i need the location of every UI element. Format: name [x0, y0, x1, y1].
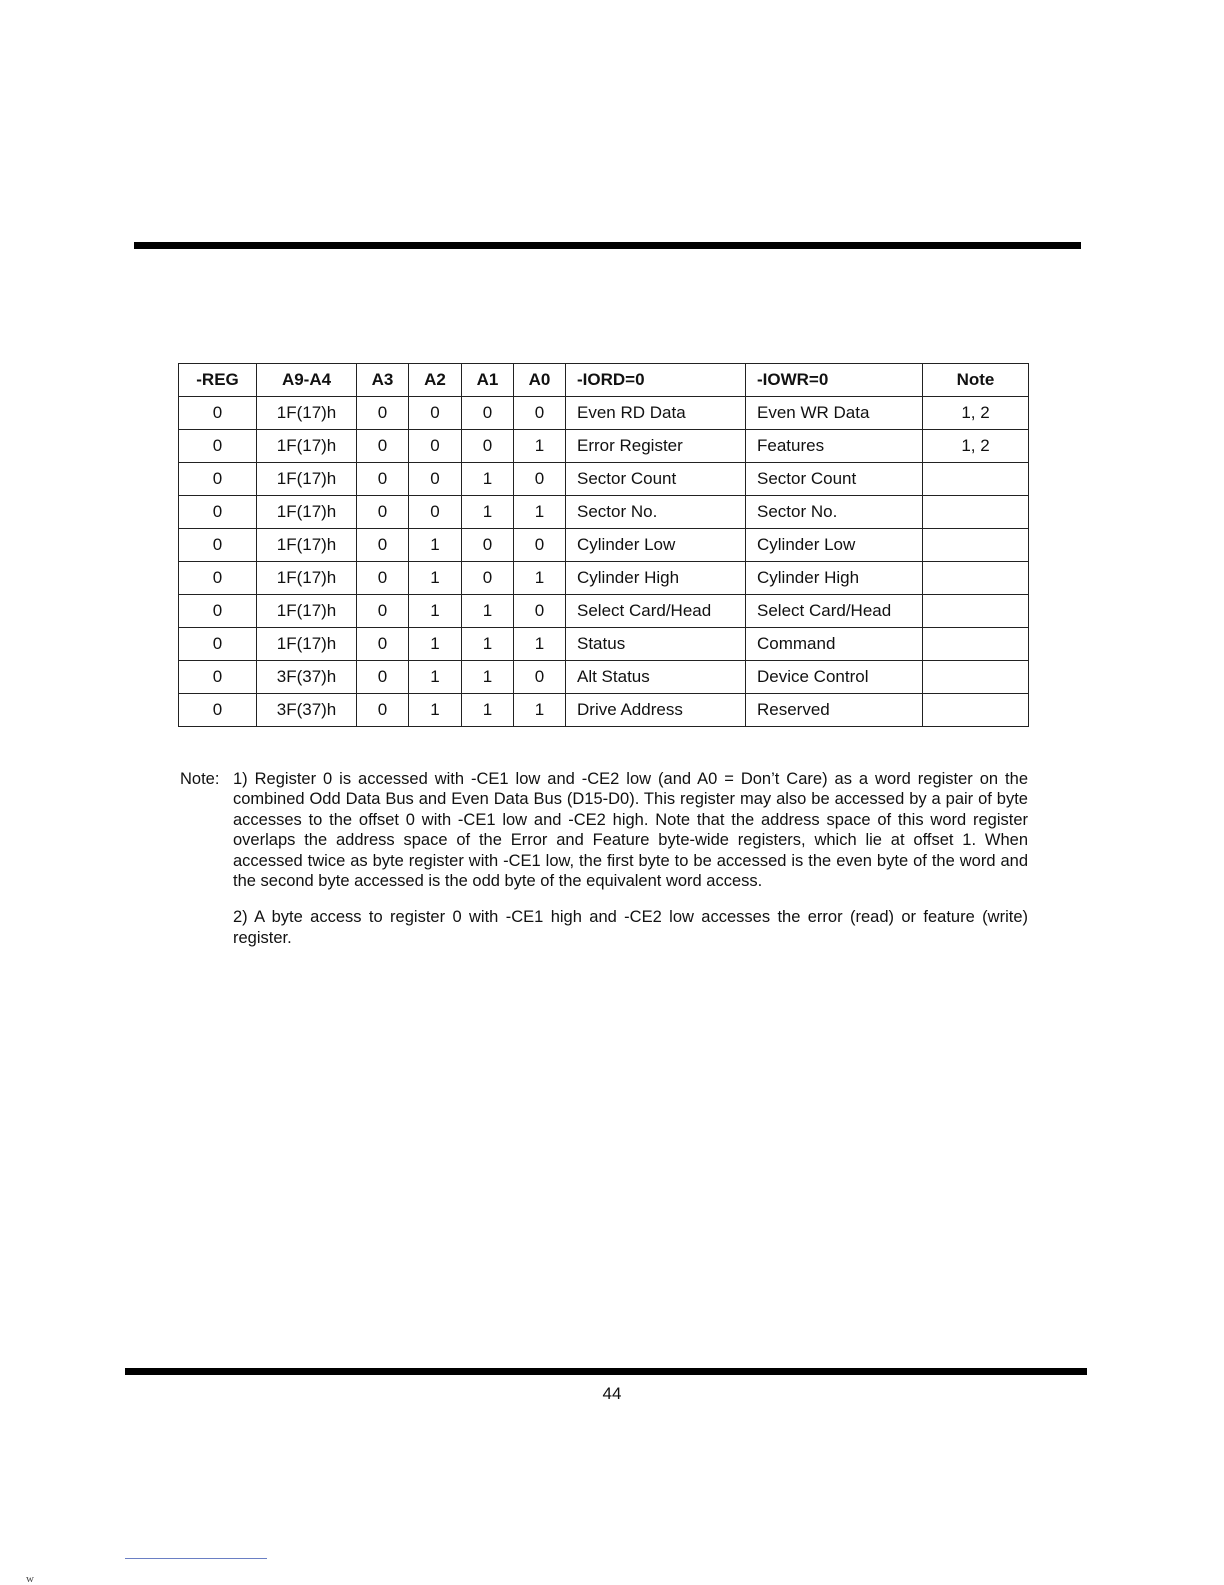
cell-a2: 1: [409, 661, 462, 694]
cell-a9-a4: 3F(37)h: [257, 661, 357, 694]
table-row: [179, 496, 1029, 529]
cell-reg: 0: [179, 694, 257, 727]
cell-note: [923, 529, 1029, 562]
cell-reg: 0: [179, 463, 257, 496]
note-label: Note:: [180, 770, 220, 788]
note-item: [180, 769, 1028, 891]
cell-a3: 0: [357, 397, 409, 430]
cell-a9-a4: 3F(37)h: [257, 694, 357, 727]
cell-iowr: Sector No.: [746, 496, 923, 529]
cell-a3: 0: [357, 463, 409, 496]
cell-iowr: Cylinder High: [746, 562, 923, 595]
cell-a9-a4: 1F(17)h: [257, 496, 357, 529]
table-row: [179, 628, 1029, 661]
cell-note: 1, 2: [923, 430, 1029, 463]
note-spacer: [180, 907, 233, 948]
cell-reg: 0: [179, 595, 257, 628]
cell-reg: 0: [179, 661, 257, 694]
cell-reg: 0: [179, 397, 257, 430]
cell-a0: 0: [514, 661, 566, 694]
cell-a0: 0: [514, 595, 566, 628]
cell-a0: 1: [514, 628, 566, 661]
table-header-row: [179, 364, 1029, 397]
table-body: [179, 397, 1029, 727]
cell-a1: 1: [462, 595, 514, 628]
cell-a0: 0: [514, 529, 566, 562]
note-1-text: 1) Register 0 is accessed with -CE1 low and -CE2 low (and A0 = Don’t Care) as a word register on the combined Odd Data Bus and Even Data Bus (D15-D0). This register may also be accessed by a pair of byte accesses to the offset 0 with -CE1 low and -CE2 high. Note that the address space of this word register overlaps the address space of the Error and Feature byte-wide registers, which lie at offset 1. When accessed twice as byte register with -CE1 low, the first byte to be accessed is the even byte of the word and the second byte accessed is the odd byte of the equivalent word access.: [233, 770, 1028, 891]
col-header-iowr: -IOWR=0: [746, 364, 923, 397]
note-2-text: 2) A byte access to register 0 with -CE1 high and -CE2 low accesses the error (read) or feature (write) register.: [233, 908, 1028, 947]
corner-mark: w: [26, 1573, 34, 1585]
cell-iord: Status: [566, 628, 746, 661]
cell-a2: 0: [409, 397, 462, 430]
cell-a0: 1: [514, 562, 566, 595]
cell-iowr: Features: [746, 430, 923, 463]
cell-iowr: Even WR Data: [746, 397, 923, 430]
cell-a9-a4: 1F(17)h: [257, 595, 357, 628]
cell-a1: 0: [462, 430, 514, 463]
cell-iowr: Command: [746, 628, 923, 661]
cell-a0: 1: [514, 694, 566, 727]
cell-a3: 0: [357, 496, 409, 529]
cell-iowr: Cylinder Low: [746, 529, 923, 562]
cell-a2: 1: [409, 628, 462, 661]
cell-a0: 1: [514, 430, 566, 463]
cell-a1: 1: [462, 496, 514, 529]
table-row: [179, 430, 1029, 463]
cell-a2: 1: [409, 595, 462, 628]
cell-a3: 0: [357, 661, 409, 694]
cell-reg: 0: [179, 496, 257, 529]
cell-a3: 0: [357, 529, 409, 562]
cell-note: 1, 2: [923, 397, 1029, 430]
table-row: [179, 463, 1029, 496]
cell-a0: 0: [514, 397, 566, 430]
cell-iord: Error Register: [566, 430, 746, 463]
cell-a9-a4: 1F(17)h: [257, 463, 357, 496]
cell-iord: Even RD Data: [566, 397, 746, 430]
cell-a3: 0: [357, 430, 409, 463]
col-header-reg: -REG: [179, 364, 257, 397]
cell-a2: 0: [409, 496, 462, 529]
cell-a1: 1: [462, 628, 514, 661]
page-number: 44: [602, 1384, 622, 1403]
cell-iord: Alt Status: [566, 661, 746, 694]
cell-iord: Drive Address: [566, 694, 746, 727]
cell-a2: 1: [409, 562, 462, 595]
footer-rule: [125, 1368, 1087, 1375]
cell-iowr: Sector Count: [746, 463, 923, 496]
cell-iord: Sector Count: [566, 463, 746, 496]
cell-a3: 0: [357, 562, 409, 595]
col-header-iord: -IORD=0: [566, 364, 746, 397]
cell-a1: 1: [462, 463, 514, 496]
cell-a1: 1: [462, 661, 514, 694]
cell-a2: 0: [409, 463, 462, 496]
cell-note: [923, 694, 1029, 727]
cell-a3: 0: [357, 595, 409, 628]
table-row: [179, 661, 1029, 694]
cell-a9-a4: 1F(17)h: [257, 628, 357, 661]
notes-section: [180, 769, 1028, 948]
cell-reg: 0: [179, 628, 257, 661]
cell-reg: 0: [179, 529, 257, 562]
cell-a2: 0: [409, 430, 462, 463]
cell-iord: Sector No.: [566, 496, 746, 529]
cell-note: [923, 628, 1029, 661]
table-row: [179, 595, 1029, 628]
col-header-a1: A1: [462, 364, 514, 397]
cell-iowr: Select Card/Head: [746, 595, 923, 628]
cell-note: [923, 463, 1029, 496]
cell-a1: 0: [462, 529, 514, 562]
cell-iord: Cylinder Low: [566, 529, 746, 562]
cell-a9-a4: 1F(17)h: [257, 397, 357, 430]
cell-note: [923, 562, 1029, 595]
register-table: [178, 363, 1029, 727]
cell-note: [923, 661, 1029, 694]
cell-reg: 0: [179, 562, 257, 595]
table-row: [179, 397, 1029, 430]
cell-a0: 1: [514, 496, 566, 529]
col-header-a2: A2: [409, 364, 462, 397]
cell-a9-a4: 1F(17)h: [257, 562, 357, 595]
col-header-a3: A3: [357, 364, 409, 397]
cell-a1: 1: [462, 694, 514, 727]
cell-a9-a4: 1F(17)h: [257, 529, 357, 562]
note-item: [180, 907, 1028, 948]
cell-note: [923, 595, 1029, 628]
cell-a3: 0: [357, 694, 409, 727]
cell-iowr: Reserved: [746, 694, 923, 727]
table-row: [179, 562, 1029, 595]
cell-reg: 0: [179, 430, 257, 463]
col-header-note: Note: [923, 364, 1029, 397]
header-rule: [134, 242, 1081, 249]
col-header-a0: A0: [514, 364, 566, 397]
cell-a1: 0: [462, 562, 514, 595]
cell-a3: 0: [357, 628, 409, 661]
footnote-separator: [125, 1558, 267, 1559]
table-row: [179, 694, 1029, 727]
cell-a9-a4: 1F(17)h: [257, 430, 357, 463]
cell-a2: 1: [409, 694, 462, 727]
table-row: [179, 529, 1029, 562]
col-header-a9-a4: A9-A4: [257, 364, 357, 397]
cell-a1: 0: [462, 397, 514, 430]
cell-iord: Cylinder High: [566, 562, 746, 595]
cell-a2: 1: [409, 529, 462, 562]
cell-iord: Select Card/Head: [566, 595, 746, 628]
cell-a0: 0: [514, 463, 566, 496]
cell-iowr: Device Control: [746, 661, 923, 694]
cell-note: [923, 496, 1029, 529]
